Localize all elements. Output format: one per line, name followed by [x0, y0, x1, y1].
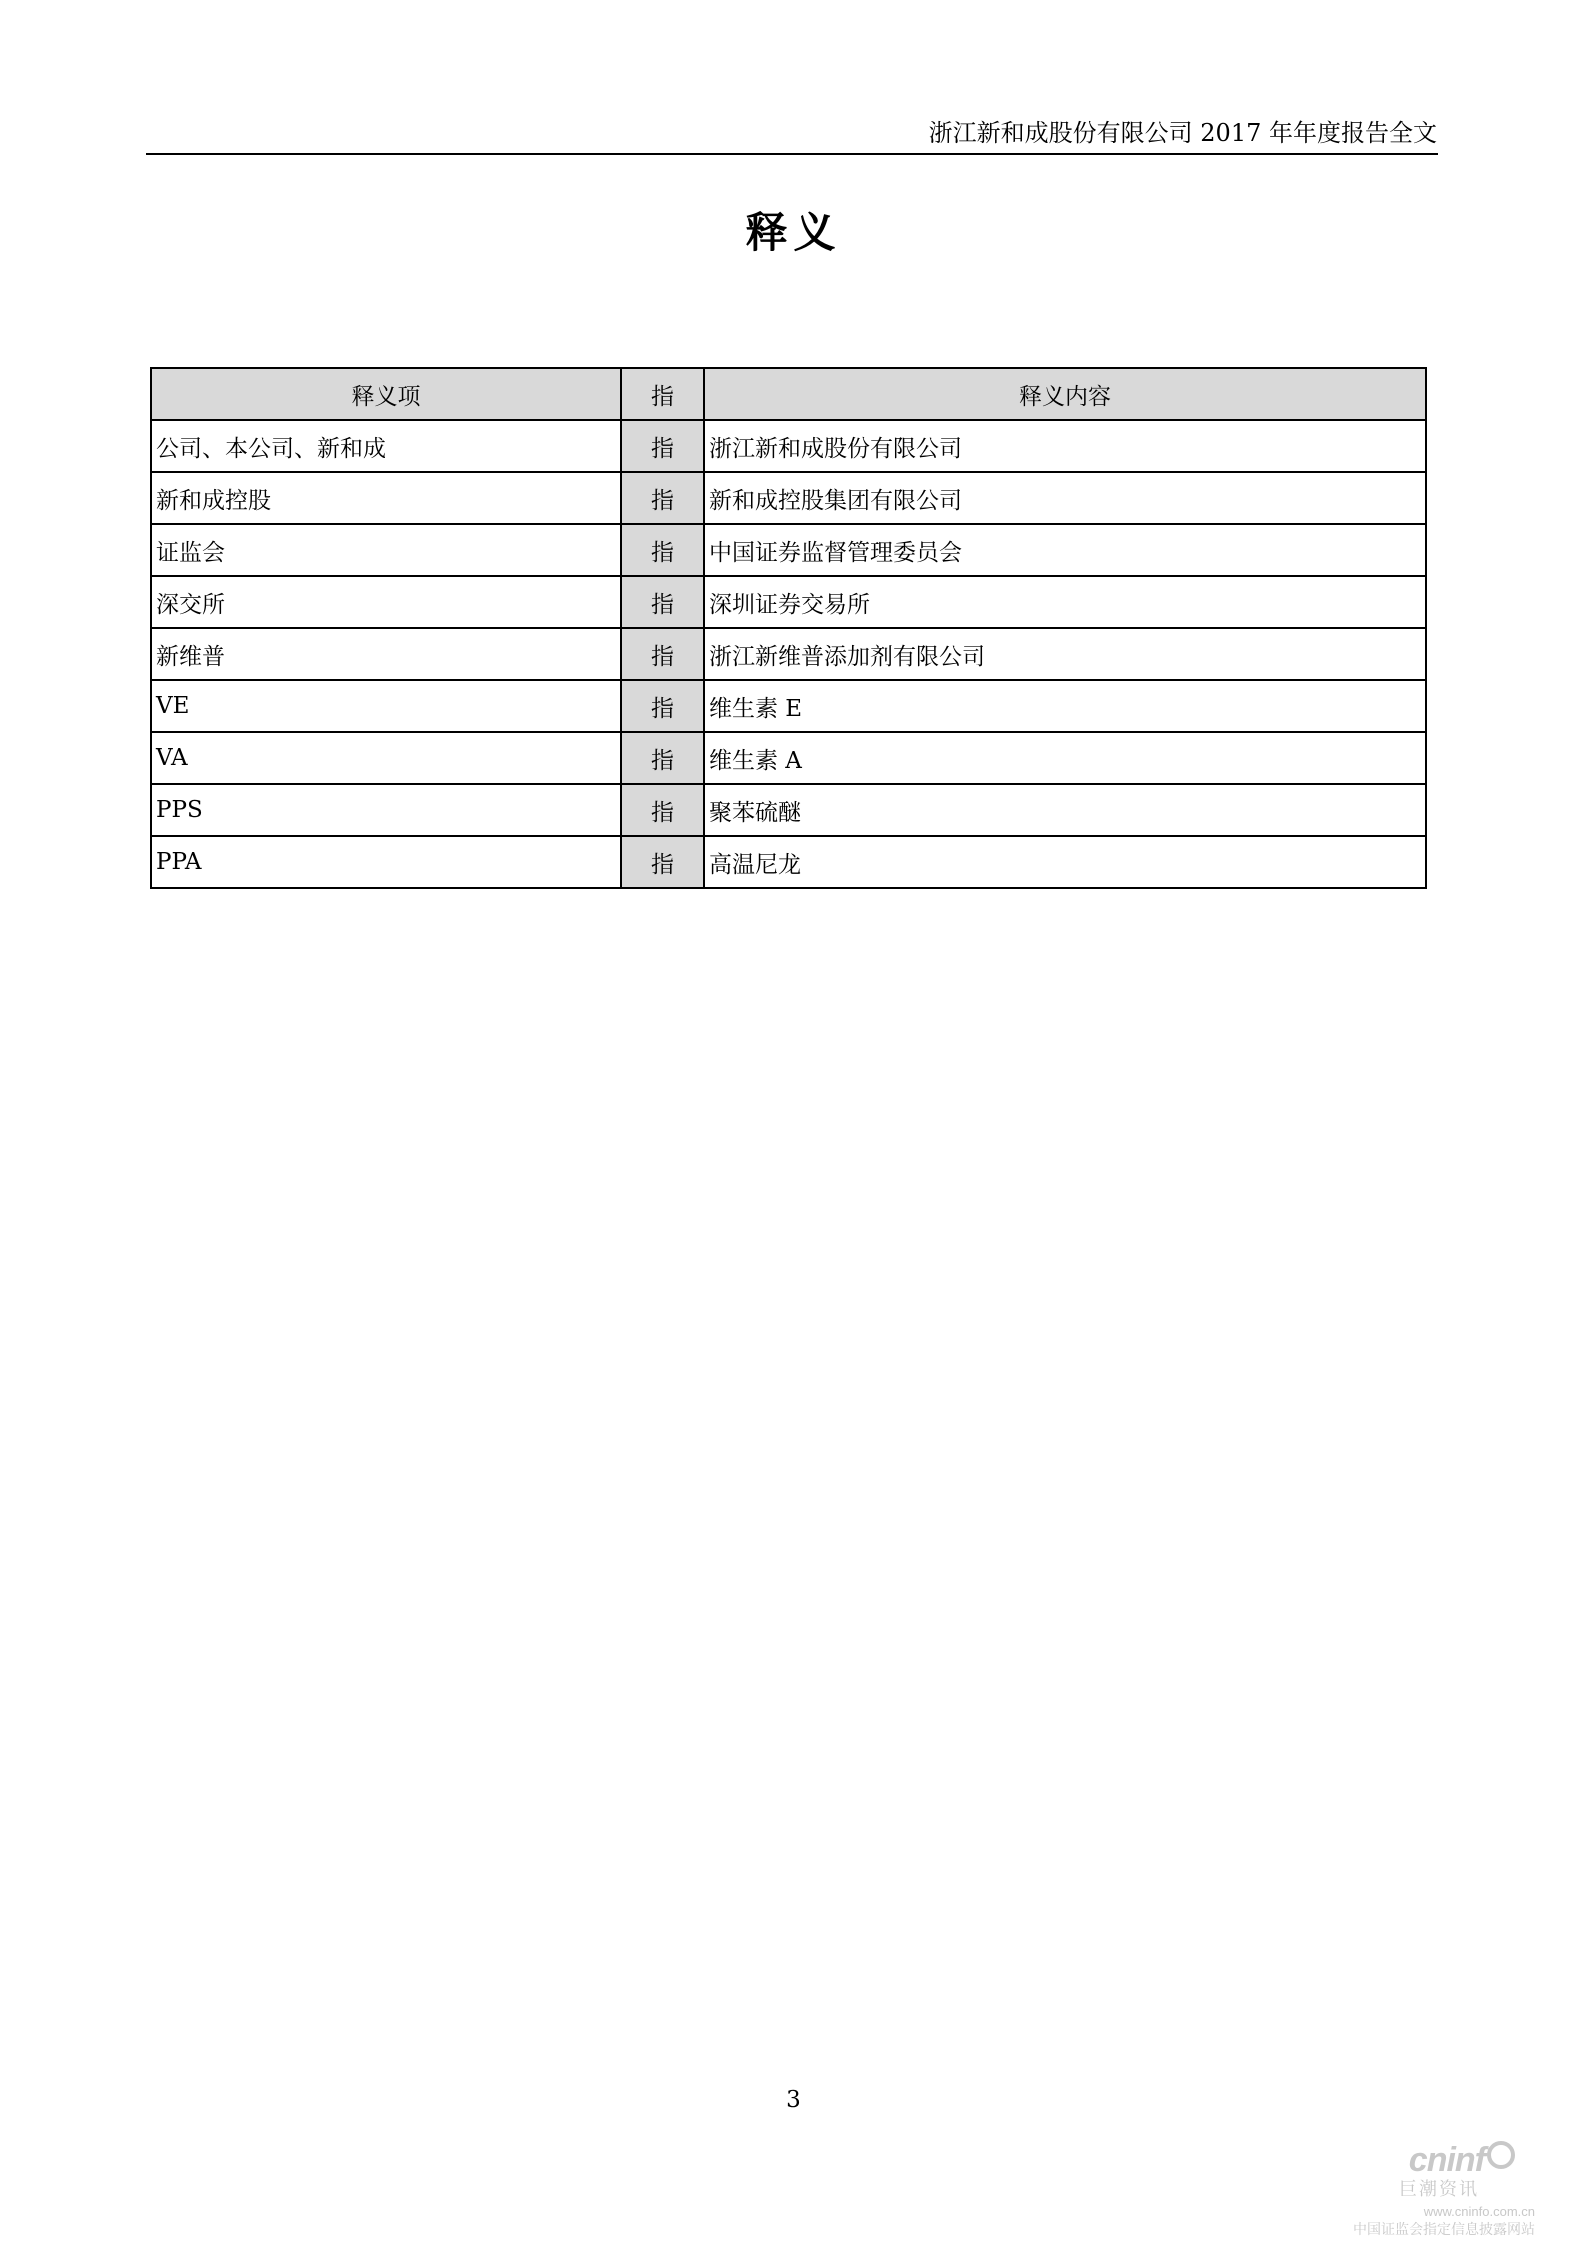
- definition-refers: 指: [621, 628, 704, 680]
- column-header-refers: 指: [621, 368, 704, 420]
- page-number: 3: [786, 2087, 801, 2113]
- definition-refers: 指: [621, 524, 704, 576]
- definition-meaning: 浙江新维普添加剂有限公司: [704, 628, 1426, 680]
- definition-meaning: 维生素 A: [704, 732, 1426, 784]
- table-row: [151, 784, 1426, 836]
- table-row: [151, 732, 1426, 784]
- definition-meaning: 深圳证券交易所: [704, 576, 1426, 628]
- watermark-tagline: 中国证监会指定信息披露网站: [1353, 2221, 1535, 2237]
- definition-meaning: 聚苯硫醚: [704, 784, 1426, 836]
- definition-refers: 指: [621, 836, 704, 888]
- table-row: [151, 420, 1426, 472]
- definition-term: 公司、本公司、新和成: [151, 420, 621, 472]
- watermark-url: www.cninfo.com.cn: [1423, 2204, 1535, 2219]
- definition-term: 新维普: [151, 628, 621, 680]
- table-row: [151, 576, 1426, 628]
- definition-term: 证监会: [151, 524, 621, 576]
- watermark-name: 巨潮资讯: [1399, 2179, 1479, 2199]
- definition-refers: 指: [621, 576, 704, 628]
- definition-meaning: 高温尼龙: [704, 836, 1426, 888]
- definition-term: VA: [151, 732, 621, 784]
- table-header-row: [151, 368, 1426, 420]
- definition-term: PPS: [151, 784, 621, 836]
- definition-meaning: 中国证券监督管理委员会: [704, 524, 1426, 576]
- cninfo-logo-mark-icon: [1487, 2141, 1515, 2169]
- header-divider: [146, 153, 1438, 155]
- cninfo-logo-text: cninf: [1408, 2141, 1485, 2179]
- table-row: [151, 680, 1426, 732]
- definition-refers: 指: [621, 420, 704, 472]
- definition-meaning: 浙江新和成股份有限公司: [704, 420, 1426, 472]
- definition-term: 深交所: [151, 576, 621, 628]
- definition-refers: 指: [621, 784, 704, 836]
- cninfo-watermark: [1353, 2140, 1537, 2240]
- report-header-title: 浙江新和成股份有限公司 2017 年年度报告全文: [928, 119, 1437, 147]
- table-row: [151, 628, 1426, 680]
- page-title: 释义: [745, 208, 842, 257]
- table-row: [151, 524, 1426, 576]
- definition-term: VE: [151, 680, 621, 732]
- definition-meaning: 新和成控股集团有限公司: [704, 472, 1426, 524]
- definition-refers: 指: [621, 732, 704, 784]
- table-row: [151, 472, 1426, 524]
- column-header-meaning: 释义内容: [704, 368, 1426, 420]
- definition-term: PPA: [151, 836, 621, 888]
- definition-term: 新和成控股: [151, 472, 621, 524]
- definitions-table: [150, 367, 1427, 889]
- column-header-term: 释义项: [151, 368, 621, 420]
- definition-refers: 指: [621, 472, 704, 524]
- cninfo-logo: [1409, 2140, 1515, 2180]
- definition-refers: 指: [621, 680, 704, 732]
- definition-meaning: 维生素 E: [704, 680, 1426, 732]
- table-row: [151, 836, 1426, 888]
